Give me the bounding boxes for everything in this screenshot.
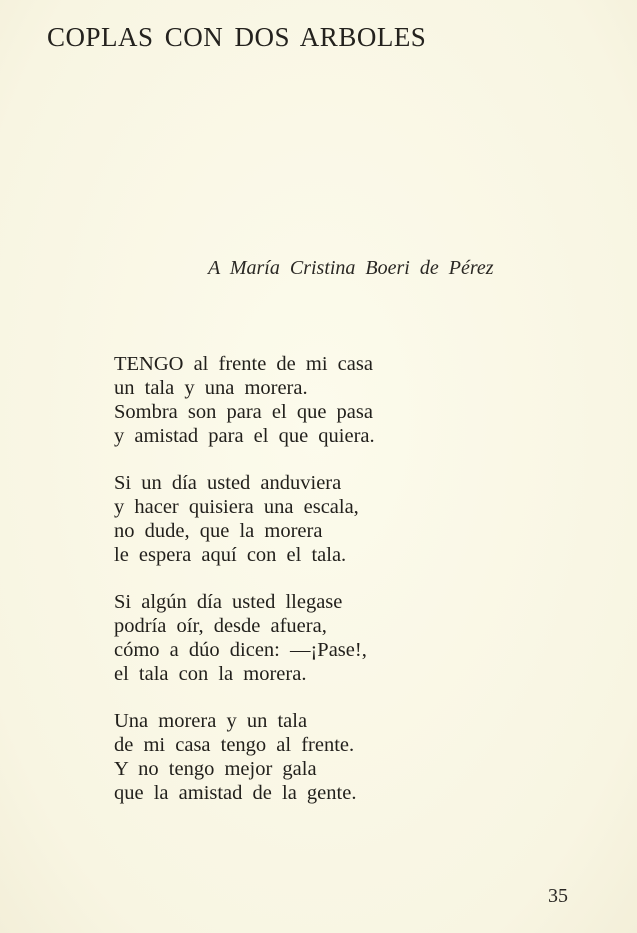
stanza-4 (114, 709, 375, 805)
poem-line: no dude, que la morera (114, 520, 323, 542)
poem-title: COPLAS CON DOS ARBOLES (47, 22, 427, 52)
poem-line: Sombra son para el que pasa (114, 401, 373, 423)
poem-line: le espera aquí con el tala. (114, 544, 347, 566)
stanza-3 (114, 590, 375, 686)
poem-body (114, 352, 375, 828)
poem-line: el tala con la morera. (114, 663, 307, 685)
poem-line: un tala y una morera. (114, 377, 308, 399)
poem-line: cómo a dúo dicen: —¡Pase!, (114, 639, 367, 661)
poem-line: y amistad para el que quiera. (114, 425, 375, 447)
dedication: A María Cristina Boeri de Pérez (208, 257, 494, 279)
poem-line: Si algún día usted llegase (114, 591, 343, 613)
poem-line: TENGO al frente de mi casa (114, 353, 373, 375)
poem-line: y hacer quisiera una escala, (114, 496, 359, 518)
poem-line: podría oír, desde afuera, (114, 615, 327, 637)
stanza-2 (114, 471, 375, 567)
poem-line: que la amistad de la gente. (114, 782, 357, 804)
poem-line: Una morera y un tala (114, 710, 308, 732)
poem-line: Si un día usted anduviera (114, 472, 342, 494)
stanza-1 (114, 352, 375, 448)
page-number: 35 (548, 885, 568, 907)
poem-line: de mi casa tengo al frente. (114, 734, 355, 756)
poem-line: Y no tengo mejor gala (114, 758, 317, 780)
